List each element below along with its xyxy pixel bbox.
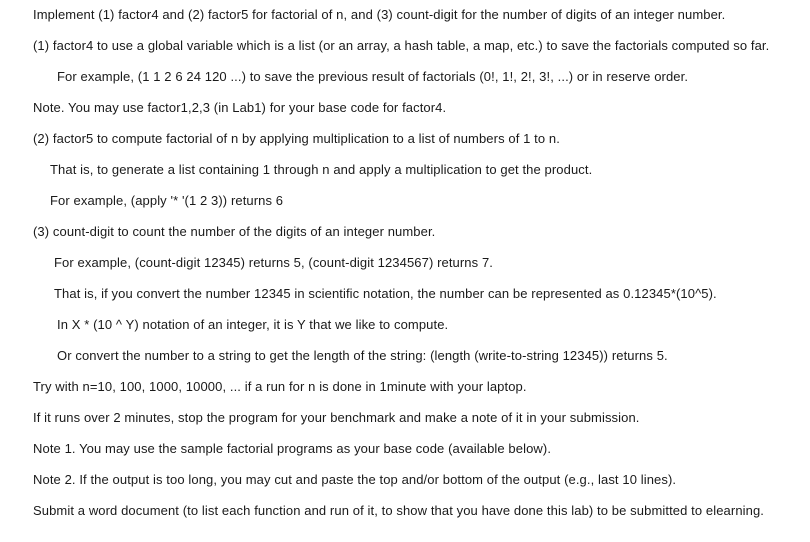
- factor4-note: Note. You may use factor1,2,3 (in Lab1) for your base code for factor4.: [33, 100, 447, 115]
- factor5-example: For example, (apply '* '(1 2 3)) returns 6: [50, 193, 284, 208]
- submission-instruction: Submit a word document (to list each function and run of it, to show that you have done this lab) to be submitted to elearning.: [33, 503, 765, 518]
- factor5-description: (2) factor5 to compute factorial of n by applying multiplication to a list of numbers of 1 to n.: [33, 131, 560, 146]
- factor4-example: For example, (1 1 2 6 24 120 ...) to save the previous result of factorials (0!, 1!, 2!, 3!, ...) or in reserve order.: [57, 69, 689, 84]
- note-2: Note 2. If the output is too long, you may cut and paste the top and/or bottom of the output (e.g., last 10 lines).: [33, 472, 677, 487]
- note-1: Note 1. You may use the sample factorial programs as your base code (available below).: [33, 441, 552, 456]
- count-digit-scientific: That is, if you convert the number 12345 in scientific notation, the number can be represented as 0.12345*(10^5).: [54, 286, 717, 301]
- count-digit-example: For example, (count-digit 12345) returns 5, (count-digit 1234567) returns 7.: [54, 255, 493, 270]
- benchmark-instruction: Try with n=10, 100, 1000, 10000, ... if a run for n is done in 1minute with your laptop.: [33, 379, 527, 394]
- factor5-explanation: That is, to generate a list containing 1 through n and apply a multiplication to get the product.: [50, 162, 593, 177]
- factor4-description: (1) factor4 to use a global variable which is a list (or an array, a hash table, a map, etc.) to save the factorials computed so far.: [33, 38, 770, 53]
- count-digit-notation: In X * (10 ^ Y) notation of an integer, it is Y that we like to compute.: [57, 317, 449, 332]
- count-digit-string-method: Or convert the number to a string to get the length of the string: (length (write-to-string 12345)) returns 5.: [57, 348, 668, 363]
- intro-line: Implement (1) factor4 and (2) factor5 for factorial of n, and (3) count-digit for the number of digits of an integer number.: [33, 7, 726, 22]
- count-digit-description: (3) count-digit to count the number of the digits of an integer number.: [33, 224, 436, 239]
- timeout-instruction: If it runs over 2 minutes, stop the program for your benchmark and make a note of it in your submission.: [33, 410, 640, 425]
